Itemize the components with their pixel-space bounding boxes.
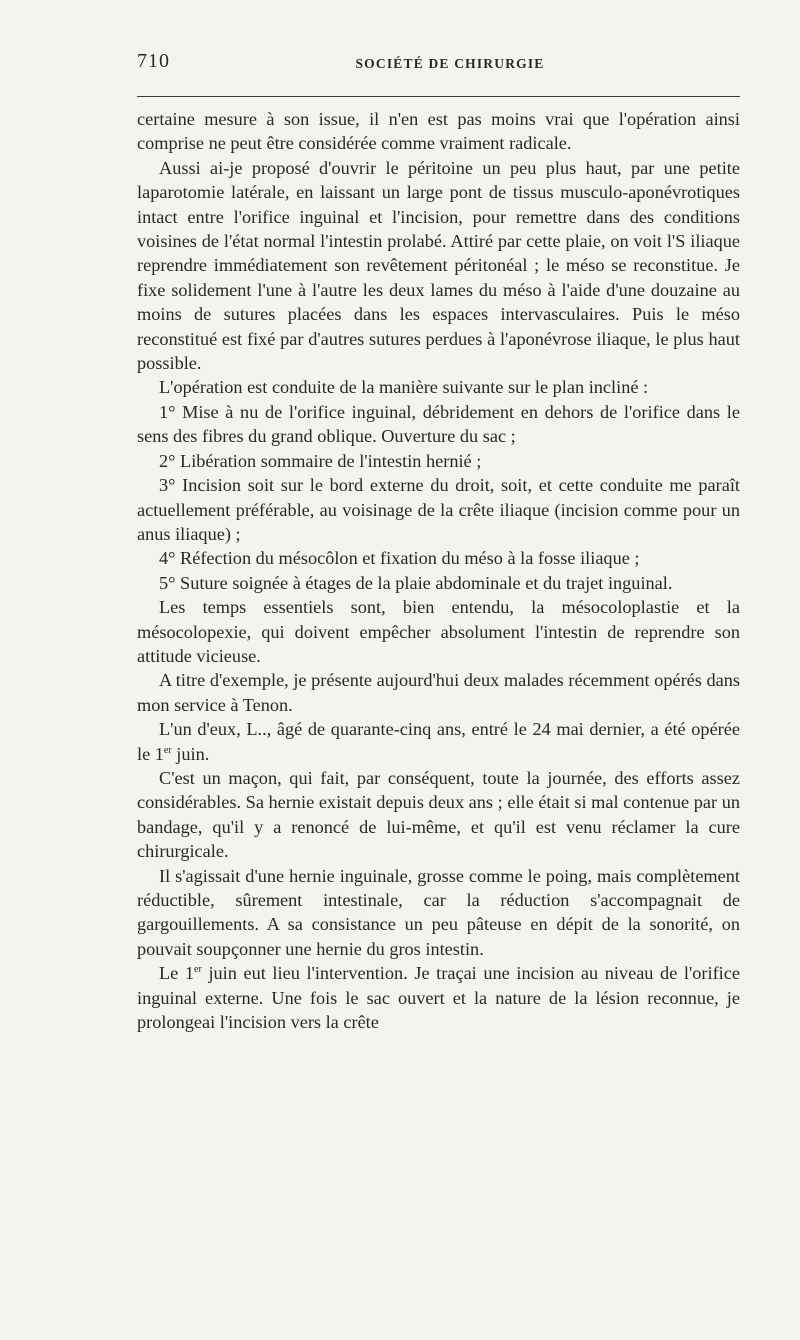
paragraph: A titre d'exemple, je présente aujourd'hui deux malades récemment opérés dans mon service à Tenon.	[137, 670, 740, 715]
paragraph: Le 1er juin eut lieu l'intervention. Je traçai une incision au niveau de l'orifice inguinal externe. Une fois le sac ouvert et la nature de la lésion reconnue, je prolongeai l'incision vers la crête	[137, 963, 740, 1033]
paragraph: Aussi ai-je proposé d'ouvrir le péritoine un peu plus haut, par une petite laparotomie latérale, en laissant un large pont de tissus musculo-aponévrotiques intact entre l'orifice inguinal et l'incision, pour remettre dans des conditions voisines de l'état normal l'intestin prolabé. Attiré par cette plaie, on voit l'S iliaque reprendre immédiatement son revêtement péritonéal ; le méso se reconstitue. Je fixe solidement l'une à l'autre les deux lames du méso à l'aide d'une douzaine au moins de sutures placées dans les espaces intervasculaires. Puis le méso reconstitué est fixé par d'autres sutures perdues à l'aponévrose iliaque, le plus haut possible.	[137, 157, 740, 374]
list-item: 3° Incision soit sur le bord externe du droit, soit, et cette conduite me paraît actuellement préférable, au voisinage de la crête iliaque (incision comme pour un anus iliaque) ;	[137, 475, 740, 544]
paragraph: L'un d'eux, L.., âgé de quarante-cinq ans, entré le 24 mai dernier, a été opérée le 1er juin.	[137, 719, 740, 764]
running-title: SOCIÉTÉ DE CHIRURGIE	[355, 56, 545, 71]
paragraph: Il s'agissait d'une hernie inguinale, grosse comme le poing, mais complètement réductible, sûrement intestinale, car la réduction s'accompagnait de gargouillements. A sa consistance un peu pâteuse en dépit de la sonorité, on pouvait soupçonner une hernie du gros intestin.	[137, 865, 740, 959]
list-item: 2° Libération sommaire de l'intestin hernié ;	[159, 450, 482, 471]
header-rule	[137, 96, 740, 97]
body-text	[137, 107, 740, 1034]
paragraph: L'opération est conduite de la manière suivante sur le plan incliné :	[159, 377, 649, 398]
paragraph: Les temps essentiels sont, bien entendu, la mésocoloplastie et la mésocolopexie, qui doivent empêcher absolument l'intestin de reprendre son attitude vicieuse.	[137, 597, 740, 666]
paragraph: certaine mesure à son issue, il n'en est pas moins vrai que l'opération ainsi comprise ne peut être considérée comme vraiment radicale.	[137, 109, 740, 154]
list-item: 1° Mise à nu de l'orifice inguinal, débridement en dehors de l'orifice dans le sens des fibres du grand oblique. Ouverture du sac ;	[137, 401, 740, 447]
ordinal-suffix: er	[163, 744, 172, 756]
page-number: 710	[137, 50, 170, 72]
list-item: 4° Réfection du mésocôlon et fixation du méso à la fosse iliaque ;	[159, 548, 640, 569]
paragraph: C'est un maçon, qui fait, par conséquent, toute la journée, des efforts assez considérables. Sa hernie existait depuis deux ans ; elle était si mal contenue par un bandage, qu'il y a renoncé de lui-même, et qu'il est venu réclamer la cure chirurgicale.	[137, 767, 740, 862]
ordinal-suffix: er	[194, 964, 202, 976]
list-item: 5° Suture soignée à étages de la plaie abdominale et du trajet inguinal.	[159, 572, 673, 593]
